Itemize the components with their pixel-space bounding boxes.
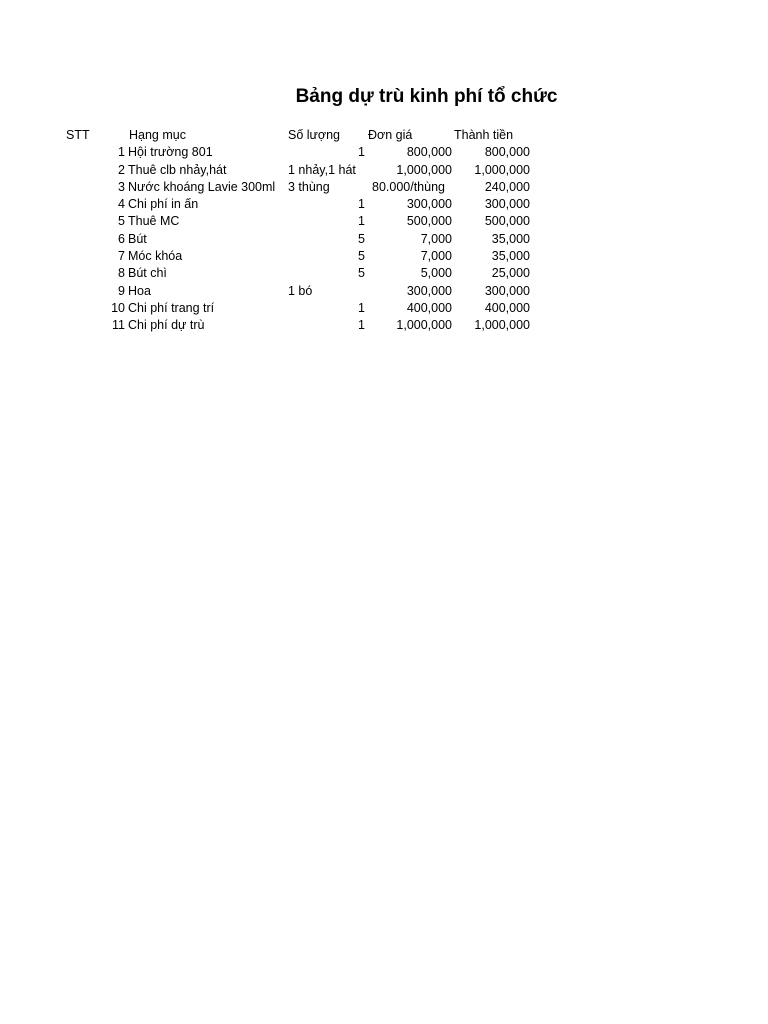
row-item: Nước khoáng Lavie 300ml	[128, 179, 276, 194]
row-price: 500,000	[406, 214, 452, 229]
table-row	[0, 213, 768, 230]
row-qty: 1	[358, 300, 365, 315]
header-qty: Số lượng	[288, 128, 341, 142]
row-total: 800,000	[484, 145, 530, 160]
row-qty: 3 thùng	[288, 179, 330, 194]
row-item: Bút	[128, 231, 147, 246]
table-row	[0, 231, 768, 248]
row-qty: 1	[358, 145, 365, 160]
row-total: 1,000,000	[474, 318, 530, 333]
row-price: 1,000,000	[396, 318, 452, 333]
row-price: 1,000,000	[396, 162, 452, 177]
row-stt: 9	[118, 283, 125, 298]
header-row	[0, 127, 768, 144]
row-total: 35,000	[491, 231, 530, 246]
row-price: 400,000	[406, 300, 452, 315]
budget-table	[0, 127, 768, 335]
row-price: 7,000	[420, 231, 452, 246]
row-item: Chi phí in ấn	[128, 197, 199, 212]
row-stt: 10	[111, 300, 125, 315]
row-price: 7,000	[420, 249, 452, 264]
row-stt: 3	[118, 179, 125, 194]
row-total: 500,000	[484, 214, 530, 229]
row-price: 300,000	[406, 283, 452, 298]
row-qty: 1 bó	[288, 283, 313, 298]
table-row	[0, 144, 768, 161]
row-item: Hội trường 801	[128, 145, 213, 160]
header-stt: STT	[66, 128, 90, 142]
row-stt: 11	[112, 318, 125, 333]
row-qty: 1	[358, 197, 365, 212]
table-row	[0, 248, 768, 265]
row-total: 35,000	[491, 249, 530, 264]
row-total: 25,000	[491, 266, 530, 281]
row-total: 240,000	[484, 179, 530, 194]
row-qty: 5	[358, 249, 365, 264]
row-qty: 5	[358, 231, 365, 246]
table-row	[0, 179, 768, 196]
row-qty: 5	[358, 266, 365, 281]
row-price: 800,000	[406, 145, 452, 160]
row-stt: 6	[118, 231, 125, 246]
header-price: Đơn giá	[368, 128, 413, 142]
row-total: 300,000	[484, 283, 530, 298]
table-row	[0, 265, 768, 282]
row-qty: 1	[358, 214, 365, 229]
row-qty: 1	[358, 318, 365, 333]
row-price: 300,000	[406, 197, 452, 212]
row-item: Móc khóa	[128, 249, 183, 264]
table-row	[0, 300, 768, 317]
row-total: 400,000	[484, 300, 530, 315]
row-item: Thuê MC	[128, 214, 180, 229]
row-item: Hoa	[128, 283, 151, 298]
table-row	[0, 317, 768, 334]
table-row	[0, 283, 768, 300]
row-stt: 8	[118, 266, 125, 281]
header-total: Thành tiền	[454, 128, 514, 142]
sheet-title: Bảng dự trù kinh phí tổ chức	[295, 86, 558, 107]
row-stt: 5	[118, 214, 125, 229]
header-item: Hạng mục	[129, 128, 186, 142]
row-stt: 2	[118, 162, 125, 177]
row-total: 300,000	[484, 197, 530, 212]
row-stt: 7	[118, 249, 125, 264]
row-qty: 1 nhảy,1 hát	[288, 162, 356, 177]
row-total: 1,000,000	[474, 162, 530, 177]
row-price: 5,000	[420, 266, 452, 281]
row-item: Thuê clb nhảy,hát	[128, 162, 227, 177]
row-price: 80.000/thùng	[372, 179, 445, 194]
row-item: Chi phí dự trù	[128, 318, 205, 333]
table-row	[0, 162, 768, 179]
table-row	[0, 196, 768, 213]
row-stt: 4	[118, 197, 125, 212]
row-item: Chi phí trang trí	[128, 300, 215, 315]
row-stt: 1	[118, 145, 125, 160]
row-item: Bút chì	[128, 266, 167, 281]
